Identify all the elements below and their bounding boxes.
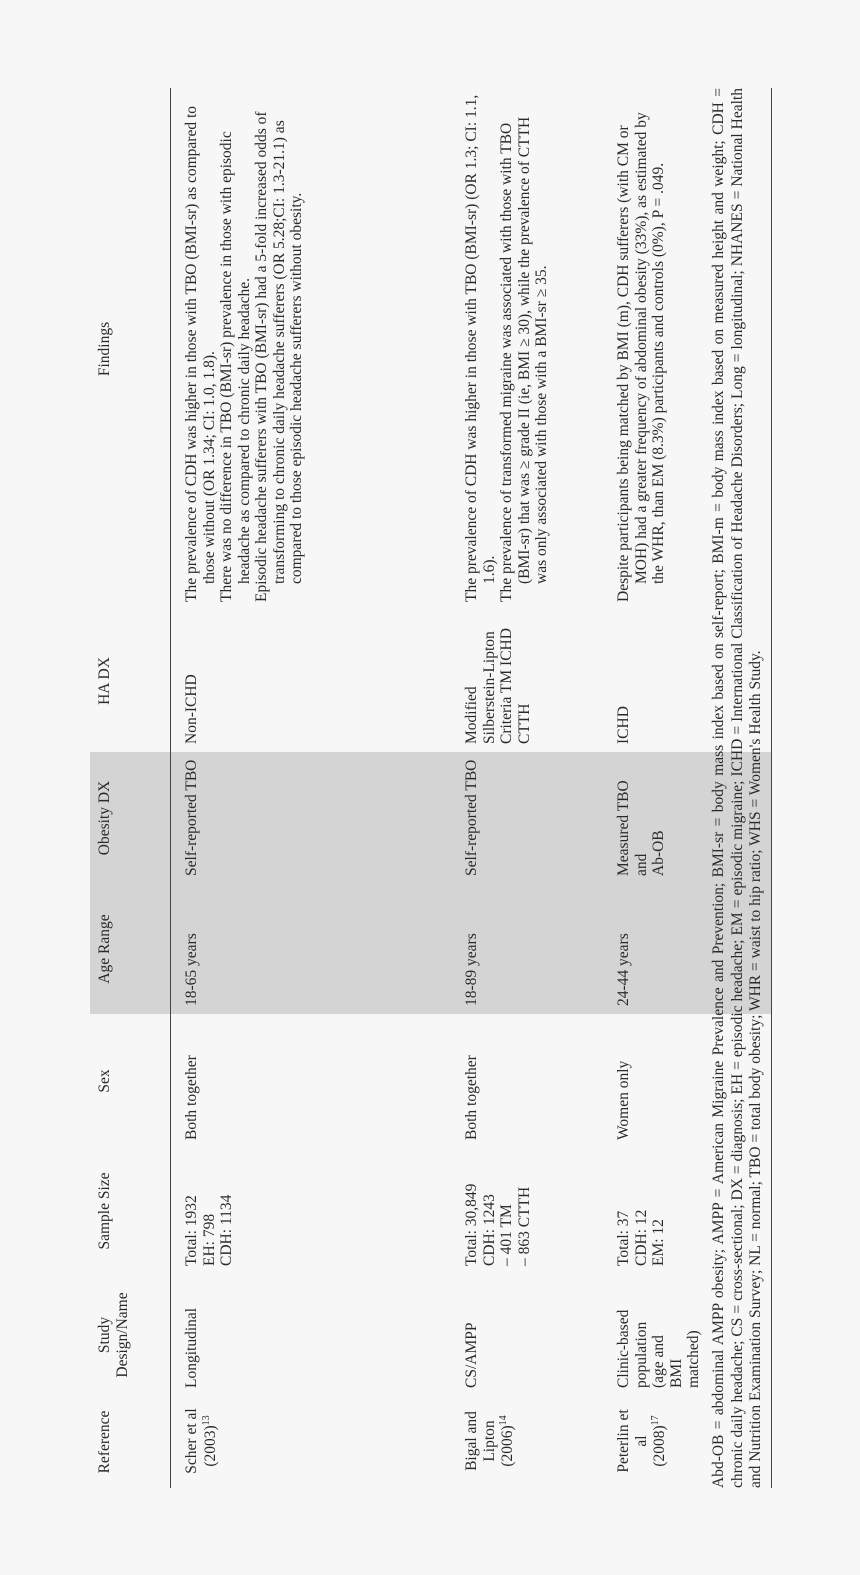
header-sample-size: Sample Size xyxy=(90,1148,171,1274)
cell-sex: Both together xyxy=(463,1054,480,1140)
ha-line: CTTH xyxy=(515,703,533,744)
reference-text: (2003) xyxy=(201,1424,219,1467)
sample-line: – 863 CTTH xyxy=(515,1186,533,1266)
ha-line: Non-ICHD xyxy=(183,673,200,744)
reference-text: Peterlin et al xyxy=(615,1408,650,1473)
cell-sex: Both together xyxy=(183,1054,200,1140)
obesity-line: Ab-OB xyxy=(650,829,667,876)
reference-text: Bigal and xyxy=(463,1410,480,1471)
finding-item: Despite participants being matched by BMI (m), CDH sufferers (with CM or MOH) had a greater frequency of abdominal obesity (33%), as estimated by the WHR, than EM (8.3%) participants and controls (0%), P = .049. xyxy=(615,111,667,602)
reference-number: 13 xyxy=(200,1414,212,1425)
ha-line: Modified xyxy=(463,685,480,744)
reference-line xyxy=(201,1402,220,1480)
sample-line: Total: 1932 xyxy=(183,1194,200,1266)
cell-findings xyxy=(171,88,452,610)
obesity-line: Self-reported TBO xyxy=(463,759,480,876)
studies-table xyxy=(90,88,772,1488)
finding-item: The prevalence of CDH was higher in those with TBO (BMI-sr) as compared to those without (OR 1.34; CI: 1.0, 1.8). xyxy=(183,105,218,602)
reference-text: (2008) xyxy=(651,1424,669,1467)
reference-number: 14 xyxy=(498,1414,509,1425)
ha-line: Silberstein-Lipton xyxy=(480,630,498,744)
cell-age-range: 18-89 years xyxy=(451,884,603,1014)
cell-reference xyxy=(171,1396,452,1488)
header-obesity-dx: Obesity DX xyxy=(90,752,171,884)
table-footnote: Abd-OB = abdominal AMPP obesity; AMPP = American Migraine Prevalence and Prevention; BMI-sr = body mass index based on self-report; BMI-m = body mass index based on measured height and weight; CDH = chronic daily headache; CS = cross-sectional; DX = diagnosis; EH = episodic headache; EM = episodic migraine; ICHD = International Classification of Headache Disorders; Long = longitudinal; NHANES = National Health and Nutrition Examination Survey; NL = normal; TBO = total body obesity; WHR = waist to hip ratio; WHS = Women's Health Study. xyxy=(710,87,765,1488)
reference-text: Lipton xyxy=(480,1419,498,1462)
cell-design xyxy=(171,1274,452,1396)
cell-findings xyxy=(451,88,603,610)
reference-line xyxy=(183,1402,201,1480)
header-findings: Findings xyxy=(90,88,171,610)
ha-line: ICHD xyxy=(615,705,632,744)
rotated-table-page xyxy=(50,48,810,1528)
cell-reference xyxy=(451,1396,603,1488)
sample-line: EH: 798 xyxy=(200,1213,218,1266)
design-line: BMI xyxy=(667,1358,685,1388)
table-header-row xyxy=(90,88,171,1488)
obesity-line: Measured TBO and xyxy=(615,779,650,876)
table-row xyxy=(451,88,603,1488)
design-line: population xyxy=(632,1321,650,1388)
reference-line xyxy=(615,1402,650,1480)
sample-line: Total: 30,849 xyxy=(463,1183,480,1266)
obesity-line: Self-reported TBO xyxy=(183,759,200,876)
design-line: CS/AMPP xyxy=(463,1322,480,1388)
reference-line xyxy=(650,1402,669,1480)
cell-age-range: 18-65 years xyxy=(171,884,452,1014)
header-sex: Sex xyxy=(90,1014,171,1148)
sample-line: CDH: 1243 xyxy=(480,1193,498,1266)
sample-line: EM: 12 xyxy=(650,1218,667,1266)
sample-line: CDH: 1134 xyxy=(218,1194,235,1266)
reference-line xyxy=(463,1402,481,1480)
finding-item: The prevalence of CDH was higher in those with TBO (BMI-sr) (OR 1.3; CI: 1.1, 1.6). xyxy=(463,94,498,602)
sample-line: – 401 TM xyxy=(498,1203,515,1266)
finding-item: The prevalence of transformed migraine was associated with those with TBO (BMI-sr) that was ≥ grade II (ie, BMI ≥ 30), while the prevalence of CTTH was only associated with those with a BMI-sr ≥ 35. xyxy=(498,116,550,602)
header-design: Study Design/Name xyxy=(90,1274,171,1396)
sample-line: Total: 37 xyxy=(615,1210,632,1266)
header-reference: Reference xyxy=(90,1396,171,1488)
design-line: Clinic-based xyxy=(615,1309,632,1388)
reference-text: (2006) xyxy=(499,1424,517,1467)
cell-obesity-dx xyxy=(451,752,603,884)
header-ha-dx: HA DX xyxy=(90,610,171,752)
design-line: (age and xyxy=(650,1334,667,1388)
table-row xyxy=(171,88,452,1488)
finding-item: Episodic headache sufferers with TBO (BMI-sr) had a 5-fold increased odds of transforming to chronic daily headache sufferers (OR 5.28;CI: 1.3-21.1) as compared to those episodic headache sufferers without obesity. xyxy=(253,110,305,602)
cell-design xyxy=(451,1274,603,1396)
ha-line: Criteria TM ICHD xyxy=(498,627,515,744)
cell-ha-dx xyxy=(451,610,603,752)
cell-sample-size xyxy=(451,1148,603,1274)
cell-sample-size xyxy=(171,1148,452,1274)
cell-ha-dx xyxy=(171,610,452,752)
reference-line xyxy=(481,1402,499,1480)
cell-obesity-dx xyxy=(171,752,452,884)
header-age-range: Age Range xyxy=(90,884,171,1014)
cell-sex: Women only xyxy=(603,1014,772,1148)
finding-item: There was no difference in TBO (BMI-sr) prevalence in those with episodic headache as compared to chronic daily headache. xyxy=(218,130,253,602)
reference-number: 17 xyxy=(650,1414,661,1425)
sample-line: CDH: 12 xyxy=(632,1209,650,1266)
reference-line xyxy=(498,1402,517,1480)
design-line: Longitudinal xyxy=(183,1307,200,1388)
reference-text: Scher et al xyxy=(183,1407,200,1474)
design-line: matched) xyxy=(685,1329,702,1388)
cell-age-range: 24-44 years xyxy=(603,884,772,1014)
